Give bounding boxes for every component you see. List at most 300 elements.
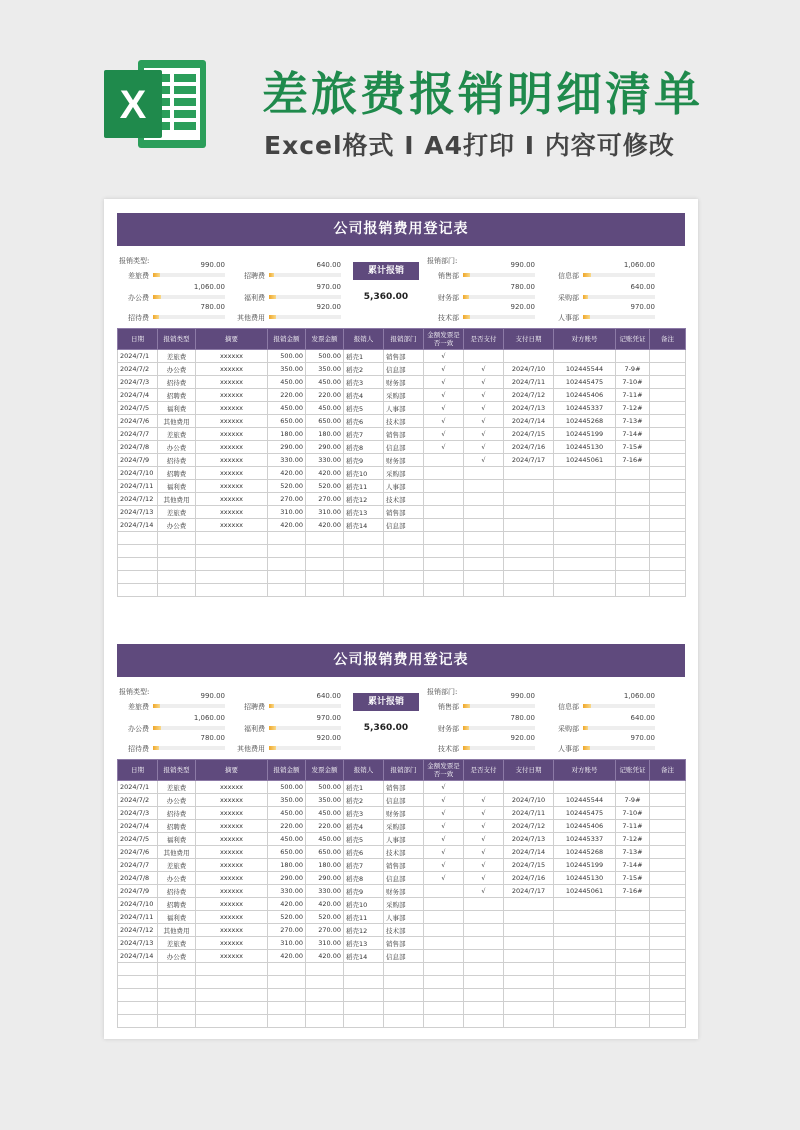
table-cell[interactable]: xxxxxx bbox=[196, 937, 268, 950]
table-cell[interactable] bbox=[464, 781, 504, 794]
table-cell[interactable] bbox=[344, 532, 384, 545]
table-cell[interactable] bbox=[464, 950, 504, 963]
table-cell[interactable] bbox=[424, 454, 464, 467]
table-cell[interactable]: 招聘费 bbox=[158, 389, 196, 402]
table-cell[interactable] bbox=[268, 963, 306, 976]
table-cell[interactable] bbox=[650, 846, 686, 859]
table-cell[interactable] bbox=[306, 963, 344, 976]
table-cell[interactable] bbox=[650, 363, 686, 376]
table-cell[interactable] bbox=[306, 571, 344, 584]
table-cell[interactable]: 稻壳13 bbox=[344, 506, 384, 519]
table-cell[interactable] bbox=[650, 963, 686, 976]
table-cell[interactable]: 采购部 bbox=[384, 820, 424, 833]
table-cell[interactable] bbox=[118, 976, 158, 989]
table-cell[interactable] bbox=[504, 963, 554, 976]
table-cell[interactable] bbox=[118, 545, 158, 558]
table-cell[interactable] bbox=[504, 493, 554, 506]
table-cell[interactable]: 450.00 bbox=[268, 376, 306, 389]
table-cell[interactable]: 7-12# bbox=[616, 833, 650, 846]
table-cell[interactable]: xxxxxx bbox=[196, 493, 268, 506]
table-cell[interactable]: 稻壳4 bbox=[344, 389, 384, 402]
table-cell[interactable]: 其他费用 bbox=[158, 415, 196, 428]
table-cell[interactable] bbox=[196, 976, 268, 989]
table-cell[interactable]: 福利费 bbox=[158, 911, 196, 924]
table-cell[interactable]: 220.00 bbox=[268, 820, 306, 833]
table-cell[interactable] bbox=[504, 911, 554, 924]
table-cell[interactable]: 310.00 bbox=[306, 506, 344, 519]
table-cell[interactable]: 稻壳5 bbox=[344, 402, 384, 415]
table-cell[interactable]: 2024/7/14 bbox=[118, 950, 158, 963]
table-cell[interactable] bbox=[650, 532, 686, 545]
table-cell[interactable]: 技术部 bbox=[384, 493, 424, 506]
table-cell[interactable] bbox=[384, 989, 424, 1002]
table-cell[interactable]: xxxxxx bbox=[196, 833, 268, 846]
table-cell[interactable]: 310.00 bbox=[306, 937, 344, 950]
table-cell[interactable] bbox=[118, 963, 158, 976]
table-cell[interactable]: 330.00 bbox=[268, 885, 306, 898]
table-cell[interactable] bbox=[196, 1002, 268, 1015]
table-cell[interactable] bbox=[196, 558, 268, 571]
table-cell[interactable]: 2024/7/4 bbox=[118, 820, 158, 833]
table-cell[interactable]: 稻壳14 bbox=[344, 519, 384, 532]
table-cell[interactable]: 其他费用 bbox=[158, 846, 196, 859]
table-cell[interactable]: √ bbox=[464, 833, 504, 846]
table-cell[interactable]: 2024/7/12 bbox=[118, 924, 158, 937]
table-cell[interactable] bbox=[424, 584, 464, 597]
table-cell[interactable] bbox=[464, 506, 504, 519]
table-cell[interactable]: xxxxxx bbox=[196, 898, 268, 911]
table-cell[interactable] bbox=[616, 584, 650, 597]
table-cell[interactable]: 420.00 bbox=[306, 519, 344, 532]
table-cell[interactable] bbox=[344, 584, 384, 597]
table-cell[interactable] bbox=[158, 989, 196, 1002]
table-cell[interactable] bbox=[650, 519, 686, 532]
table-cell[interactable] bbox=[424, 937, 464, 950]
table-cell[interactable]: xxxxxx bbox=[196, 820, 268, 833]
table-cell[interactable] bbox=[616, 937, 650, 950]
table-cell[interactable]: 220.00 bbox=[268, 389, 306, 402]
table-cell[interactable]: xxxxxx bbox=[196, 454, 268, 467]
table-cell[interactable] bbox=[306, 1015, 344, 1028]
table-cell[interactable] bbox=[424, 480, 464, 493]
table-cell[interactable] bbox=[268, 989, 306, 1002]
table-cell[interactable] bbox=[554, 989, 616, 1002]
table-cell[interactable] bbox=[268, 545, 306, 558]
table-cell[interactable]: 办公费 bbox=[158, 794, 196, 807]
table-cell[interactable]: 财务部 bbox=[384, 454, 424, 467]
table-cell[interactable]: 350.00 bbox=[306, 794, 344, 807]
table-cell[interactable]: 520.00 bbox=[306, 911, 344, 924]
table-cell[interactable]: 稻壳8 bbox=[344, 872, 384, 885]
table-cell[interactable] bbox=[424, 519, 464, 532]
table-cell[interactable] bbox=[554, 506, 616, 519]
table-cell[interactable]: 2024/7/10 bbox=[504, 794, 554, 807]
table-cell[interactable]: 420.00 bbox=[306, 467, 344, 480]
table-cell[interactable]: xxxxxx bbox=[196, 794, 268, 807]
table-cell[interactable]: 稻壳12 bbox=[344, 924, 384, 937]
table-cell[interactable] bbox=[554, 350, 616, 363]
table-cell[interactable] bbox=[650, 376, 686, 389]
table-cell[interactable]: √ bbox=[464, 389, 504, 402]
table-cell[interactable] bbox=[196, 989, 268, 1002]
table-cell[interactable] bbox=[384, 1002, 424, 1015]
table-cell[interactable] bbox=[554, 584, 616, 597]
table-cell[interactable] bbox=[504, 350, 554, 363]
table-cell[interactable]: 102445475 bbox=[554, 807, 616, 820]
table-cell[interactable]: 人事部 bbox=[384, 833, 424, 846]
table-cell[interactable]: 招待费 bbox=[158, 885, 196, 898]
table-cell[interactable]: 102445130 bbox=[554, 441, 616, 454]
table-cell[interactable] bbox=[650, 350, 686, 363]
table-cell[interactable]: 2024/7/7 bbox=[118, 859, 158, 872]
table-cell[interactable]: 稻壳2 bbox=[344, 794, 384, 807]
table-cell[interactable]: 220.00 bbox=[306, 389, 344, 402]
table-cell[interactable] bbox=[464, 1015, 504, 1028]
table-cell[interactable]: 650.00 bbox=[268, 415, 306, 428]
table-cell[interactable] bbox=[650, 545, 686, 558]
table-cell[interactable] bbox=[650, 911, 686, 924]
table-cell[interactable] bbox=[554, 937, 616, 950]
table-cell[interactable]: 500.00 bbox=[306, 350, 344, 363]
table-cell[interactable]: 2024/7/13 bbox=[118, 506, 158, 519]
table-cell[interactable] bbox=[554, 963, 616, 976]
table-cell[interactable]: 办公费 bbox=[158, 519, 196, 532]
table-cell[interactable]: 2024/7/17 bbox=[504, 885, 554, 898]
table-cell[interactable] bbox=[196, 1015, 268, 1028]
table-cell[interactable] bbox=[384, 1015, 424, 1028]
table-cell[interactable]: 7-10# bbox=[616, 376, 650, 389]
table-cell[interactable] bbox=[464, 493, 504, 506]
table-cell[interactable] bbox=[464, 571, 504, 584]
table-cell[interactable] bbox=[118, 532, 158, 545]
table-cell[interactable]: 290.00 bbox=[268, 872, 306, 885]
table-cell[interactable]: xxxxxx bbox=[196, 807, 268, 820]
table-cell[interactable] bbox=[504, 1002, 554, 1015]
table-cell[interactable] bbox=[554, 976, 616, 989]
table-cell[interactable] bbox=[464, 467, 504, 480]
table-cell[interactable]: 180.00 bbox=[306, 859, 344, 872]
table-cell[interactable] bbox=[616, 350, 650, 363]
table-cell[interactable]: 220.00 bbox=[306, 820, 344, 833]
table-cell[interactable] bbox=[504, 571, 554, 584]
table-cell[interactable]: 稻壳10 bbox=[344, 898, 384, 911]
table-cell[interactable]: √ bbox=[424, 350, 464, 363]
table-cell[interactable]: 2024/7/4 bbox=[118, 389, 158, 402]
table-cell[interactable] bbox=[424, 924, 464, 937]
table-cell[interactable]: 招聘费 bbox=[158, 467, 196, 480]
table-cell[interactable]: 财务部 bbox=[384, 807, 424, 820]
table-cell[interactable] bbox=[268, 976, 306, 989]
table-cell[interactable]: √ bbox=[424, 859, 464, 872]
table-cell[interactable] bbox=[650, 924, 686, 937]
table-cell[interactable]: 2024/7/12 bbox=[118, 493, 158, 506]
table-cell[interactable] bbox=[424, 493, 464, 506]
table-cell[interactable]: 稻壳14 bbox=[344, 950, 384, 963]
table-cell[interactable]: √ bbox=[464, 820, 504, 833]
table-cell[interactable]: √ bbox=[424, 363, 464, 376]
table-cell[interactable] bbox=[650, 807, 686, 820]
table-cell[interactable] bbox=[424, 506, 464, 519]
table-cell[interactable]: 销售部 bbox=[384, 781, 424, 794]
table-cell[interactable]: 2024/7/16 bbox=[504, 872, 554, 885]
table-cell[interactable]: √ bbox=[424, 781, 464, 794]
table-cell[interactable] bbox=[424, 911, 464, 924]
table-cell[interactable]: 102445337 bbox=[554, 833, 616, 846]
table-cell[interactable] bbox=[650, 389, 686, 402]
table-cell[interactable] bbox=[554, 467, 616, 480]
table-cell[interactable]: 信息部 bbox=[384, 441, 424, 454]
table-cell[interactable] bbox=[158, 584, 196, 597]
table-cell[interactable]: 信息部 bbox=[384, 950, 424, 963]
table-cell[interactable] bbox=[118, 989, 158, 1002]
table-cell[interactable] bbox=[464, 989, 504, 1002]
table-cell[interactable] bbox=[424, 950, 464, 963]
table-cell[interactable] bbox=[384, 963, 424, 976]
table-cell[interactable]: 办公费 bbox=[158, 872, 196, 885]
table-cell[interactable]: 270.00 bbox=[306, 493, 344, 506]
table-cell[interactable]: 差旅费 bbox=[158, 859, 196, 872]
table-cell[interactable]: 102445130 bbox=[554, 872, 616, 885]
table-cell[interactable] bbox=[464, 937, 504, 950]
table-cell[interactable]: 2024/7/1 bbox=[118, 781, 158, 794]
table-cell[interactable]: 420.00 bbox=[306, 898, 344, 911]
table-cell[interactable]: xxxxxx bbox=[196, 350, 268, 363]
table-cell[interactable]: xxxxxx bbox=[196, 781, 268, 794]
table-cell[interactable]: 350.00 bbox=[306, 363, 344, 376]
table-cell[interactable]: 销售部 bbox=[384, 428, 424, 441]
table-cell[interactable]: 2024/7/6 bbox=[118, 415, 158, 428]
table-cell[interactable]: 450.00 bbox=[268, 833, 306, 846]
table-cell[interactable]: 2024/7/11 bbox=[118, 911, 158, 924]
table-cell[interactable] bbox=[384, 532, 424, 545]
table-cell[interactable] bbox=[306, 532, 344, 545]
table-cell[interactable] bbox=[196, 584, 268, 597]
table-cell[interactable]: 102445199 bbox=[554, 859, 616, 872]
table-cell[interactable]: 福利费 bbox=[158, 833, 196, 846]
table-cell[interactable] bbox=[554, 571, 616, 584]
table-cell[interactable] bbox=[424, 532, 464, 545]
table-cell[interactable]: 人事部 bbox=[384, 480, 424, 493]
table-cell[interactable]: 技术部 bbox=[384, 924, 424, 937]
table-cell[interactable] bbox=[616, 950, 650, 963]
table-cell[interactable]: √ bbox=[464, 794, 504, 807]
table-cell[interactable]: xxxxxx bbox=[196, 376, 268, 389]
table-cell[interactable]: 稻壳9 bbox=[344, 885, 384, 898]
table-cell[interactable] bbox=[504, 545, 554, 558]
table-cell[interactable] bbox=[650, 937, 686, 950]
table-cell[interactable] bbox=[554, 950, 616, 963]
table-cell[interactable] bbox=[554, 519, 616, 532]
table-cell[interactable]: 招聘费 bbox=[158, 820, 196, 833]
table-cell[interactable]: 420.00 bbox=[268, 898, 306, 911]
table-cell[interactable] bbox=[464, 480, 504, 493]
table-cell[interactable] bbox=[650, 872, 686, 885]
table-cell[interactable]: 信息部 bbox=[384, 519, 424, 532]
table-cell[interactable]: 2024/7/11 bbox=[118, 480, 158, 493]
table-cell[interactable]: 7-16# bbox=[616, 454, 650, 467]
table-cell[interactable] bbox=[464, 898, 504, 911]
table-cell[interactable]: 差旅费 bbox=[158, 781, 196, 794]
table-cell[interactable]: xxxxxx bbox=[196, 519, 268, 532]
table-cell[interactable] bbox=[650, 480, 686, 493]
table-cell[interactable]: 2024/7/11 bbox=[504, 376, 554, 389]
table-cell[interactable]: 稻壳11 bbox=[344, 911, 384, 924]
table-cell[interactable] bbox=[504, 480, 554, 493]
table-cell[interactable]: √ bbox=[464, 872, 504, 885]
table-cell[interactable] bbox=[158, 545, 196, 558]
table-cell[interactable]: 2024/7/6 bbox=[118, 846, 158, 859]
table-cell[interactable] bbox=[554, 493, 616, 506]
table-cell[interactable]: √ bbox=[424, 376, 464, 389]
table-cell[interactable] bbox=[196, 963, 268, 976]
table-cell[interactable]: xxxxxx bbox=[196, 402, 268, 415]
table-cell[interactable] bbox=[554, 532, 616, 545]
table-cell[interactable] bbox=[616, 480, 650, 493]
table-cell[interactable] bbox=[158, 558, 196, 571]
table-cell[interactable]: √ bbox=[464, 859, 504, 872]
table-cell[interactable] bbox=[504, 950, 554, 963]
table-cell[interactable]: 差旅费 bbox=[158, 428, 196, 441]
table-cell[interactable]: √ bbox=[424, 415, 464, 428]
table-cell[interactable]: 技术部 bbox=[384, 415, 424, 428]
table-cell[interactable]: xxxxxx bbox=[196, 911, 268, 924]
table-cell[interactable]: 500.00 bbox=[268, 781, 306, 794]
table-cell[interactable]: 102445337 bbox=[554, 402, 616, 415]
table-cell[interactable] bbox=[384, 558, 424, 571]
table-cell[interactable]: xxxxxx bbox=[196, 363, 268, 376]
table-cell[interactable]: 稻壳1 bbox=[344, 350, 384, 363]
table-cell[interactable] bbox=[118, 571, 158, 584]
table-cell[interactable] bbox=[650, 571, 686, 584]
table-cell[interactable] bbox=[344, 1015, 384, 1028]
table-cell[interactable] bbox=[504, 532, 554, 545]
table-cell[interactable]: 2024/7/12 bbox=[504, 389, 554, 402]
table-cell[interactable]: 2024/7/2 bbox=[118, 363, 158, 376]
table-cell[interactable]: 290.00 bbox=[306, 872, 344, 885]
table-cell[interactable] bbox=[650, 885, 686, 898]
table-cell[interactable] bbox=[650, 1015, 686, 1028]
table-cell[interactable] bbox=[504, 584, 554, 597]
table-cell[interactable] bbox=[306, 989, 344, 1002]
table-cell[interactable] bbox=[616, 519, 650, 532]
table-cell[interactable] bbox=[650, 428, 686, 441]
table-cell[interactable] bbox=[650, 794, 686, 807]
table-cell[interactable]: 2024/7/11 bbox=[504, 807, 554, 820]
table-cell[interactable]: 2024/7/15 bbox=[504, 428, 554, 441]
table-cell[interactable] bbox=[306, 584, 344, 597]
table-cell[interactable] bbox=[504, 937, 554, 950]
table-cell[interactable]: 450.00 bbox=[268, 807, 306, 820]
table-cell[interactable]: 102445061 bbox=[554, 454, 616, 467]
table-cell[interactable]: 销售部 bbox=[384, 506, 424, 519]
table-cell[interactable]: √ bbox=[464, 454, 504, 467]
table-cell[interactable] bbox=[424, 1002, 464, 1015]
table-cell[interactable]: 180.00 bbox=[306, 428, 344, 441]
table-cell[interactable] bbox=[424, 467, 464, 480]
table-cell[interactable]: 2024/7/13 bbox=[504, 833, 554, 846]
table-cell[interactable] bbox=[650, 1002, 686, 1015]
table-cell[interactable]: 福利费 bbox=[158, 402, 196, 415]
table-cell[interactable]: 2024/7/3 bbox=[118, 807, 158, 820]
table-cell[interactable] bbox=[268, 584, 306, 597]
table-cell[interactable]: 7-15# bbox=[616, 872, 650, 885]
table-cell[interactable]: √ bbox=[464, 807, 504, 820]
table-cell[interactable]: 102445268 bbox=[554, 415, 616, 428]
table-cell[interactable] bbox=[504, 898, 554, 911]
table-cell[interactable]: 招待费 bbox=[158, 807, 196, 820]
table-cell[interactable] bbox=[650, 898, 686, 911]
table-cell[interactable] bbox=[424, 976, 464, 989]
table-cell[interactable]: 102445199 bbox=[554, 428, 616, 441]
table-cell[interactable] bbox=[650, 859, 686, 872]
table-cell[interactable] bbox=[616, 898, 650, 911]
table-cell[interactable] bbox=[344, 558, 384, 571]
table-cell[interactable]: 财务部 bbox=[384, 376, 424, 389]
table-cell[interactable] bbox=[158, 571, 196, 584]
table-cell[interactable]: 270.00 bbox=[306, 924, 344, 937]
table-cell[interactable]: 人事部 bbox=[384, 402, 424, 415]
table-cell[interactable] bbox=[306, 545, 344, 558]
table-cell[interactable]: 7-11# bbox=[616, 820, 650, 833]
table-cell[interactable] bbox=[268, 1015, 306, 1028]
table-cell[interactable] bbox=[650, 441, 686, 454]
table-cell[interactable] bbox=[616, 924, 650, 937]
table-cell[interactable]: 2024/7/7 bbox=[118, 428, 158, 441]
table-cell[interactable]: 102445061 bbox=[554, 885, 616, 898]
table-cell[interactable] bbox=[118, 558, 158, 571]
table-cell[interactable]: xxxxxx bbox=[196, 467, 268, 480]
table-cell[interactable]: 2024/7/13 bbox=[118, 937, 158, 950]
table-cell[interactable]: 7-13# bbox=[616, 415, 650, 428]
table-cell[interactable]: 信息部 bbox=[384, 794, 424, 807]
table-cell[interactable]: xxxxxx bbox=[196, 506, 268, 519]
table-cell[interactable]: 520.00 bbox=[268, 480, 306, 493]
table-cell[interactable] bbox=[650, 415, 686, 428]
table-cell[interactable] bbox=[464, 1002, 504, 1015]
table-cell[interactable]: 稻壳7 bbox=[344, 428, 384, 441]
table-cell[interactable]: 稻壳10 bbox=[344, 467, 384, 480]
table-cell[interactable]: 办公费 bbox=[158, 363, 196, 376]
table-cell[interactable]: 信息部 bbox=[384, 363, 424, 376]
table-cell[interactable] bbox=[158, 532, 196, 545]
table-cell[interactable]: √ bbox=[424, 807, 464, 820]
table-cell[interactable] bbox=[464, 519, 504, 532]
table-cell[interactable] bbox=[504, 989, 554, 1002]
table-cell[interactable]: 2024/7/14 bbox=[118, 519, 158, 532]
table-cell[interactable]: √ bbox=[424, 402, 464, 415]
table-cell[interactable]: 差旅费 bbox=[158, 937, 196, 950]
table-cell[interactable] bbox=[464, 558, 504, 571]
table-cell[interactable]: 7-13# bbox=[616, 846, 650, 859]
table-cell[interactable] bbox=[650, 781, 686, 794]
table-cell[interactable] bbox=[650, 989, 686, 1002]
table-cell[interactable] bbox=[616, 506, 650, 519]
table-cell[interactable] bbox=[554, 1015, 616, 1028]
table-cell[interactable]: 销售部 bbox=[384, 937, 424, 950]
table-cell[interactable]: xxxxxx bbox=[196, 872, 268, 885]
table-cell[interactable]: 270.00 bbox=[268, 493, 306, 506]
table-cell[interactable]: 2024/7/8 bbox=[118, 872, 158, 885]
table-cell[interactable] bbox=[118, 1015, 158, 1028]
table-cell[interactable]: 稻壳6 bbox=[344, 846, 384, 859]
table-cell[interactable] bbox=[464, 350, 504, 363]
table-cell[interactable] bbox=[424, 558, 464, 571]
table-cell[interactable] bbox=[306, 976, 344, 989]
table-cell[interactable] bbox=[504, 506, 554, 519]
table-cell[interactable]: 2024/7/14 bbox=[504, 415, 554, 428]
table-cell[interactable] bbox=[158, 1015, 196, 1028]
table-cell[interactable]: 7-14# bbox=[616, 428, 650, 441]
